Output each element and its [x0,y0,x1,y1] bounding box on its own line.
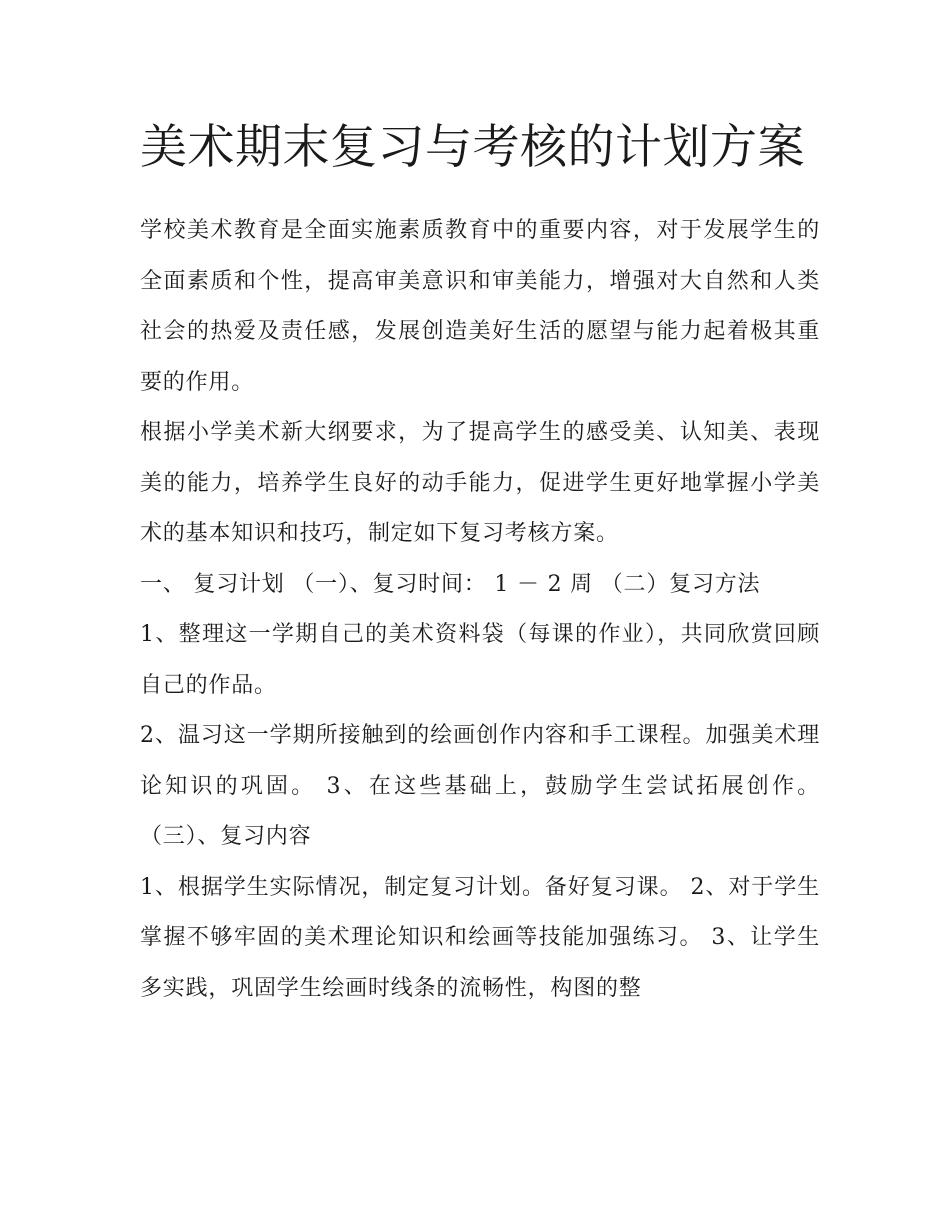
paragraph-intro: 学校美术教育是全面实施素质教育中的重要内容，对于发展学生的全面素质和个性，提高审美意识和审美能力，增强对大自然和人类社会的热爱及责任感，发展创造美好生活的愿望与能力起着极其重要的作用。 [140,218,820,395]
paragraph-purpose: 根据小学美术新大纲要求，为了提高学生的感受美、认知美、表现美的能力，培养学生良好的动手能力，促进学生更好地掌握小学美术的基本知识和技巧，制定如下复习考核方案。 [140,420,820,546]
paragraph-content-1: 1、根据学生实际情况，制定复习计划。备好复习课。 2、对于学生掌握不够牢固的美术理论知识和绘画等技能加强练习。 3、让学生多实践，巩固学生绘画时线条的流畅性，构图的整 [140,874,820,1001]
paragraph-method-2: 2、温习这一学期所接触到的绘画创作内容和手工课程。加强美术理论知识的巩固。 3、在这些基础上，鼓励学生尝试拓展创作。 （三）、复习内容 [140,723,820,849]
paragraph-method-1: 1、整理这一学期自己的美术资料袋（每课的作业），共同欣赏回顾自己的作品。 [140,622,820,698]
document-content [140,112,820,1014]
document-body [140,206,820,1014]
paragraph-review-plan: 一、 复习计划 （一）、复习时间： 1 － 2 周 （二）复习方法 [140,571,761,597]
document-title: 美术期末复习与考核的计划方案 [140,120,805,175]
